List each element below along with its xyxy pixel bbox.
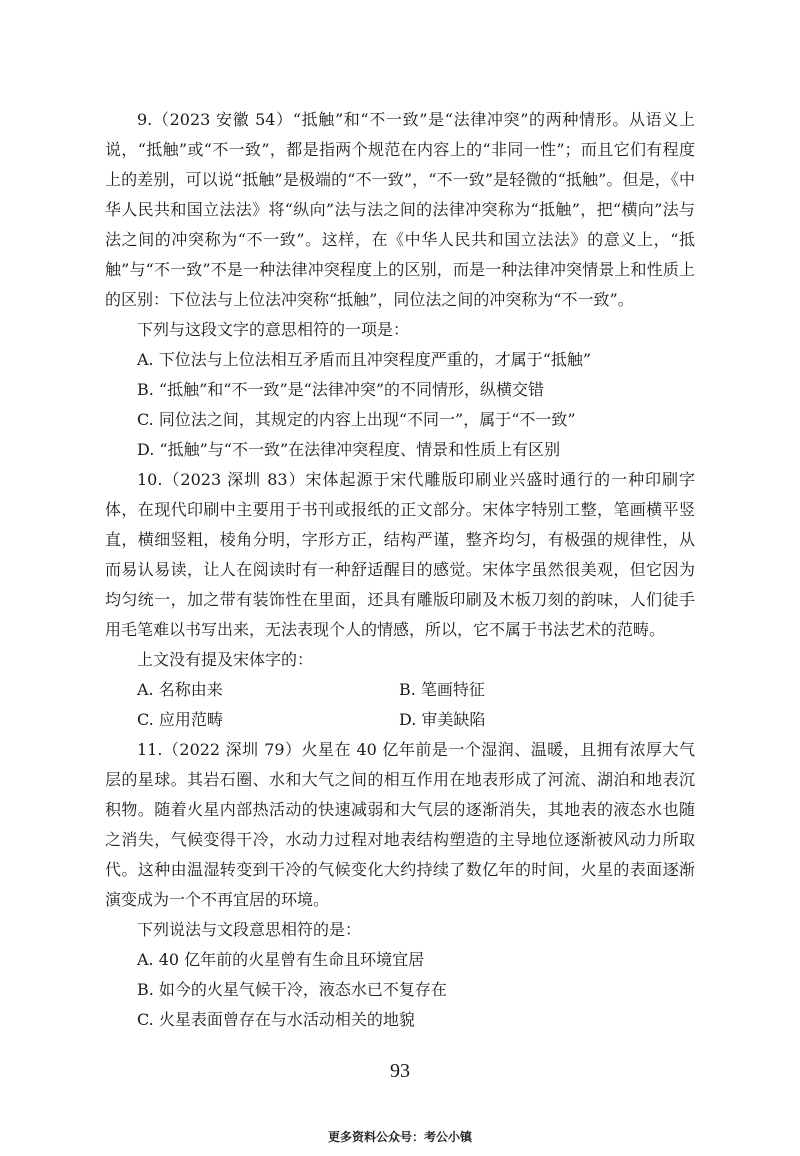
question-10-stem: 上文没有提及宋体字的： [137, 650, 314, 669]
question-9-option-d: D. “抵触”与“不一致”在法律冲突程度、情景和性质上有区别 [137, 440, 561, 459]
question-10-option-a: A. 名称由来 [137, 680, 223, 699]
question-10-passage: 10.（2023 深圳 83）宋体起源于宋代雕版印刷业兴盛时通行的一种印刷字体，在现代印刷中主要用于书刊或报纸的正文部分。宋体字特别工整，笔画横平竖直，横细竖粗，棱角分明，字形方正，结构严谨，整齐均匀，有极强的规律性，从而易认易读，让人在阅读时有一种舒适醒目的感觉。宋体字虽然很美观，但它因为均匀统一，加之带有装饰性在里面，还具有雕版印刷及木板刀刻的韵味，人们徒手用毛笔难以书写出来，无法表现个人的情感，所以，它不属于书法艺术的范畴。 [105, 470, 695, 639]
question-9-stem: 下列与这段文字的意思相符的一项是： [137, 320, 410, 339]
question-10-option-b: B. 笔画特征 [399, 680, 485, 699]
footer-note: 更多资料公众号：考公小镇 [327, 1130, 472, 1144]
question-11-option-c: C. 火星表面曾存在与水活动相关的地貌 [137, 1010, 415, 1029]
question-11-passage: 11.（2022 深圳 79）火星在 40 亿年前是一个湿润、温暖，且拥有浓厚大气层的星球。其岩石圈、水和大气之间的相互作用在地表形成了河流、湖泊和地表沉积物。随着火星内部热活动的快速减弱和大气层的逐渐消失，其地表的液态水也随之消失，气候变得干冷，水动力过程对地表结构塑造的主导地位逐渐被风动力所取代。这种由温湿转变到干冷的气候变化大约持续了数亿年的时间，火星的表面逐渐演变成为一个不再宜居的环境。 [105, 740, 695, 909]
page-content [105, 105, 695, 1035]
question-9-option-c: C. 同位法之间，其规定的内容上出现“不同一”，属于“不一致” [137, 410, 576, 429]
question-10-option-c: C. 应用范畴 [137, 710, 223, 729]
question-11-option-a: A. 40 亿年前的火星曾有生命且环境宜居 [137, 950, 425, 969]
question-11-option-b: B. 如今的火星气候干冷，液态水已不复存在 [137, 980, 447, 999]
page-number: 93 [390, 1060, 410, 1082]
question-11-stem: 下列说法与文段意思相符的是： [137, 920, 362, 939]
question-10-options-row-1 [105, 675, 695, 705]
question-9-option-b: B. “抵触”和“不一致”是“法律冲突”的不同情形，纵横交错 [137, 380, 545, 399]
question-9-passage: 9.（2023 安徽 54）“抵触”和“不一致”是“法律冲突”的两种情形。从语义上说，“抵触”或“不一致”，都是指两个规范在内容上的“非同一性”；而且它们有程度上的差别，可以说“抵触”是极端的“不一致”，“不一致”是轻微的“抵触”。但是，《中华人民共和国立法法》将“纵向”法与法之间的法律冲突称为“抵触”，把“横向”法与法之间的冲突称为“不一致”。这样，在《中华人民共和国立法法》的意义上，“抵触”与“不一致”不是一种法律冲突程度上的区别，而是一种法律冲突情景上和性质上的区别：下位法与上位法冲突称“抵触”，同位法之间的冲突称为“不一致”。 [105, 110, 695, 309]
question-10-options-row-2 [105, 705, 695, 735]
question-10-option-d: D. 审美缺陷 [399, 710, 486, 729]
question-9-option-a: A. 下位法与上位法相互矛盾而且冲突程度严重的，才属于“抵触” [137, 350, 592, 369]
